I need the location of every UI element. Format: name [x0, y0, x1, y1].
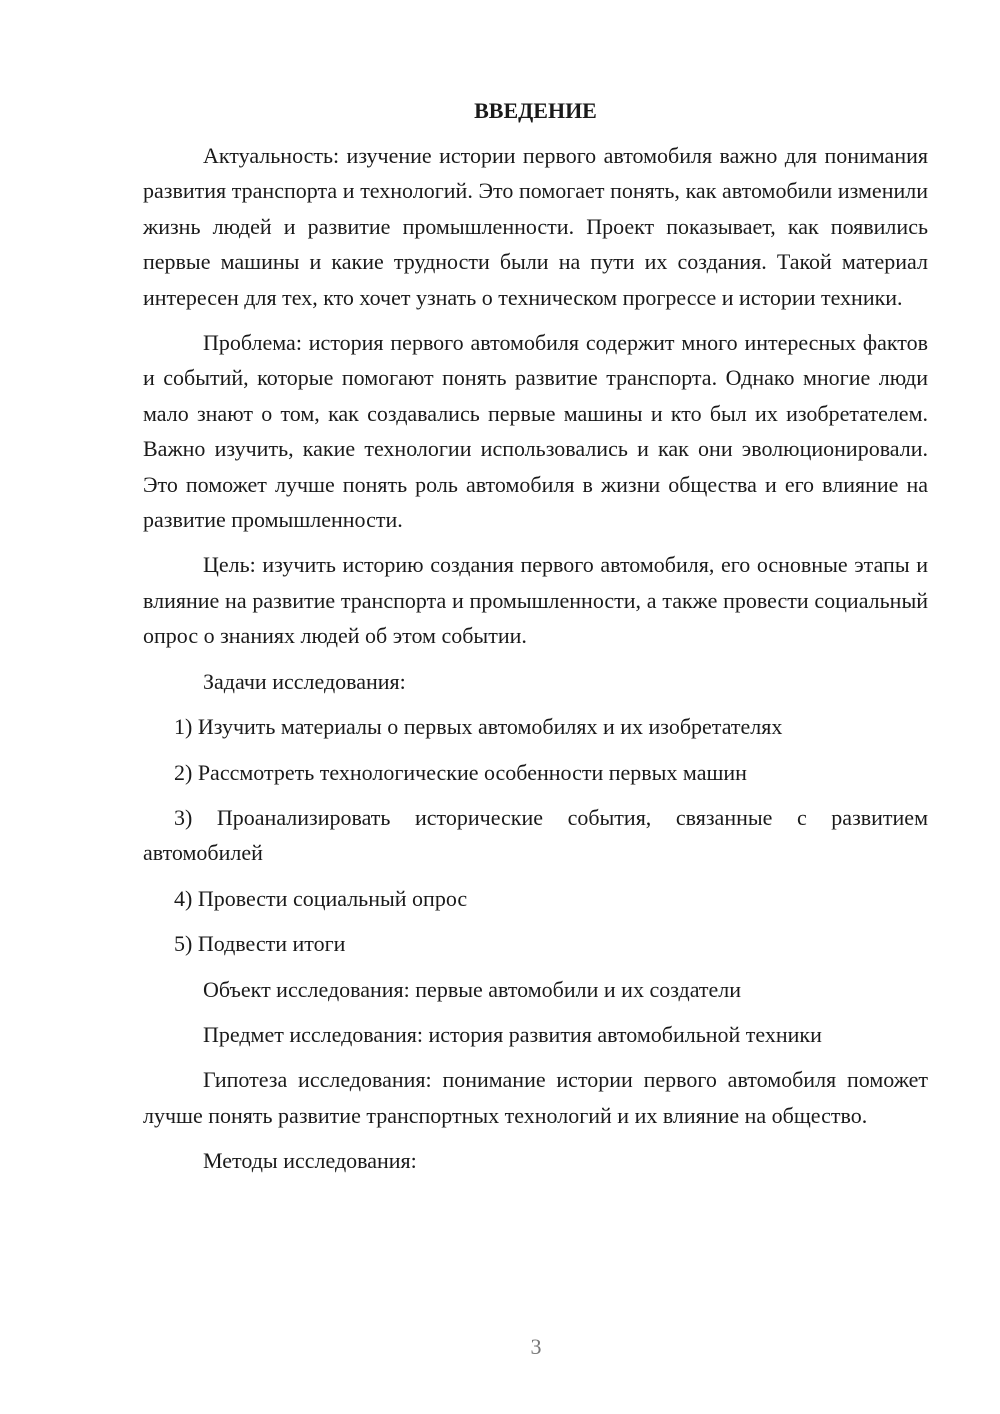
page-number: 3: [530, 1334, 542, 1359]
task-item-2: 2) Рассмотреть технологические особенности первых машин: [174, 759, 747, 785]
task-item-4: 4) Провести социальный опрос: [174, 885, 468, 911]
methods-heading: Методы исследования:: [203, 1148, 417, 1174]
task-item-1: 1) Изучить материалы о первых автомобилях и их изобретателях: [174, 714, 783, 740]
research-hypothesis: Гипотеза исследования: понимание истории первого автомобиля поможет лучше понять развитие транспортных технологий и их влияние на общество.: [143, 1067, 928, 1128]
tasks-heading: Задачи исследования:: [203, 668, 406, 694]
research-object: Объект исследования: первые автомобили и их создатели: [203, 976, 742, 1002]
research-subject: Предмет исследования: история развития автомобильной техники: [203, 1021, 822, 1047]
paragraph-problem: Проблема: история первого автомобиля содержит много интересных фактов и событий, которые помогают понять развитие транспорта. Однако многие люди мало знают о том, как создавались первые машины и кто был их изобретателем. Важно изучить, какие технологии использовались и как они эволюционировали. Это поможет лучше понять роль автомобиля в жизни общества и его влияние на развитие промышленности.: [143, 330, 928, 533]
paragraph-goal: Цель: изучить историю создания первого автомобиля, его основные этапы и влияние на развитие транспорта и промышленности, а также провести социальный опрос о знаниях людей об этом событии.: [143, 552, 928, 649]
section-title: ВВЕДЕНИЕ: [474, 98, 597, 123]
task-item-5: 5) Подвести итоги: [174, 931, 346, 957]
paragraph-relevance: Актуальность: изучение истории первого автомобиля важно для понимания развития транспорта и технологий. Это помогает понять, как автомобили изменили жизнь людей и развитие промышленности. Проект показывает, как появились первые машины и какие трудности были на пути их создания. Такой материал интересен для тех, кто хочет узнать о техническом прогрессе и истории техники.: [143, 143, 928, 310]
document-page: [143, 96, 928, 1189]
task-item-3: 3) Проанализировать исторические события, связанные с развитием автомобилей: [143, 804, 928, 866]
